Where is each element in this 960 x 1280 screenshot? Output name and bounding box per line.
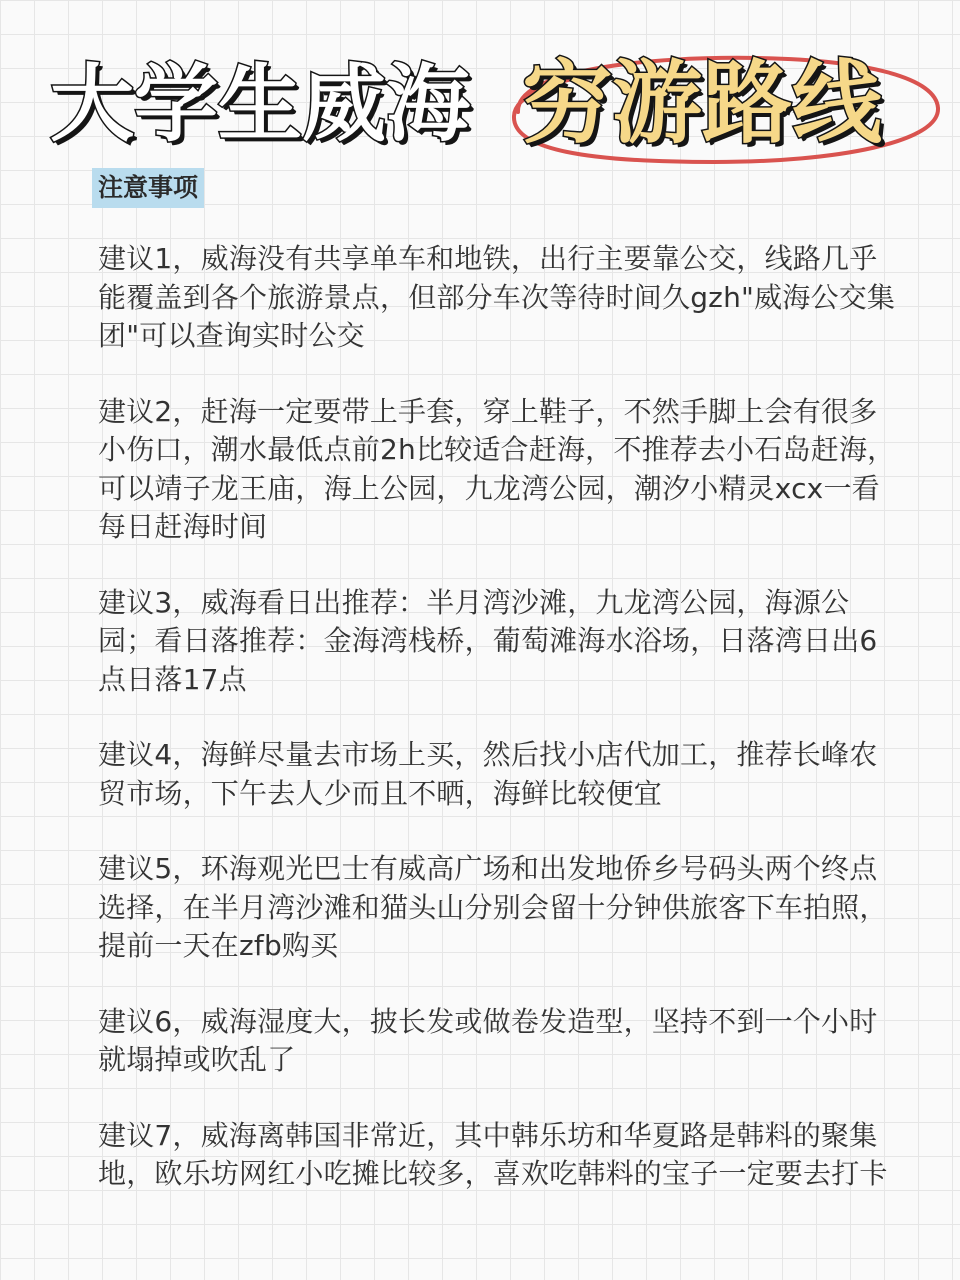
tip-item-5: 建议5，环海观光巴士有威高广场和出发地侨乡号码头两个终点选择，在半月湾沙滩和猫头山分别会留十分钟供旅客下车拍照，提前一天在zfb购买 — [98, 852, 888, 962]
tip-item-7: 建议7，威海离韩国非常近，其中韩乐坊和华夏路是韩料的聚集地，欧乐坊网红小吃摊比较多，喜欢吃韩料的宝子一定要去打卡 — [98, 1118, 888, 1190]
tip-item-1: 建议1，威海没有共享单车和地铁，出行主要靠公交，线路几乎能覆盖到各个旅游景点，但部分车次等待时间久gzh"威海公交集团"可以查询实时公交 — [98, 242, 896, 352]
page-title — [50, 50, 930, 170]
title-main-text: 大学生威海 — [50, 55, 471, 153]
tip-item-6: 建议6，威海湿度大，披长发或做卷发造型，坚持不到一个小时就塌掉或吹乱了 — [98, 1004, 878, 1076]
tip-item-2: 建议2，赶海一定要带上手套，穿上鞋子，不然手脚上会有很多小伤口，潮水最低点前2h比较适合赶海，不推荐去小石岛赶海，可以靖子龙王庙，海上公园，九龙湾公园，潮汐小精灵xcx一看每日赶海时间 — [98, 394, 896, 543]
section-tag-notes: 注意事项 — [92, 168, 204, 208]
title-highlight-text: 穷游路线 — [522, 51, 882, 156]
tips-list — [98, 240, 898, 1231]
tip-item-3: 建议3，威海看日出推荐：半月湾沙滩，九龙湾公园，海源公园；看日落推荐：金海湾栈桥，葡萄滩海水浴场，日落湾日出6点日落17点 — [98, 585, 878, 696]
tip-item-4: 建议4，海鲜尽量去市场上买，然后找小店代加工，推荐长峰农贸市场，下午去人少而且不晒，海鲜比较便宜 — [98, 738, 878, 810]
